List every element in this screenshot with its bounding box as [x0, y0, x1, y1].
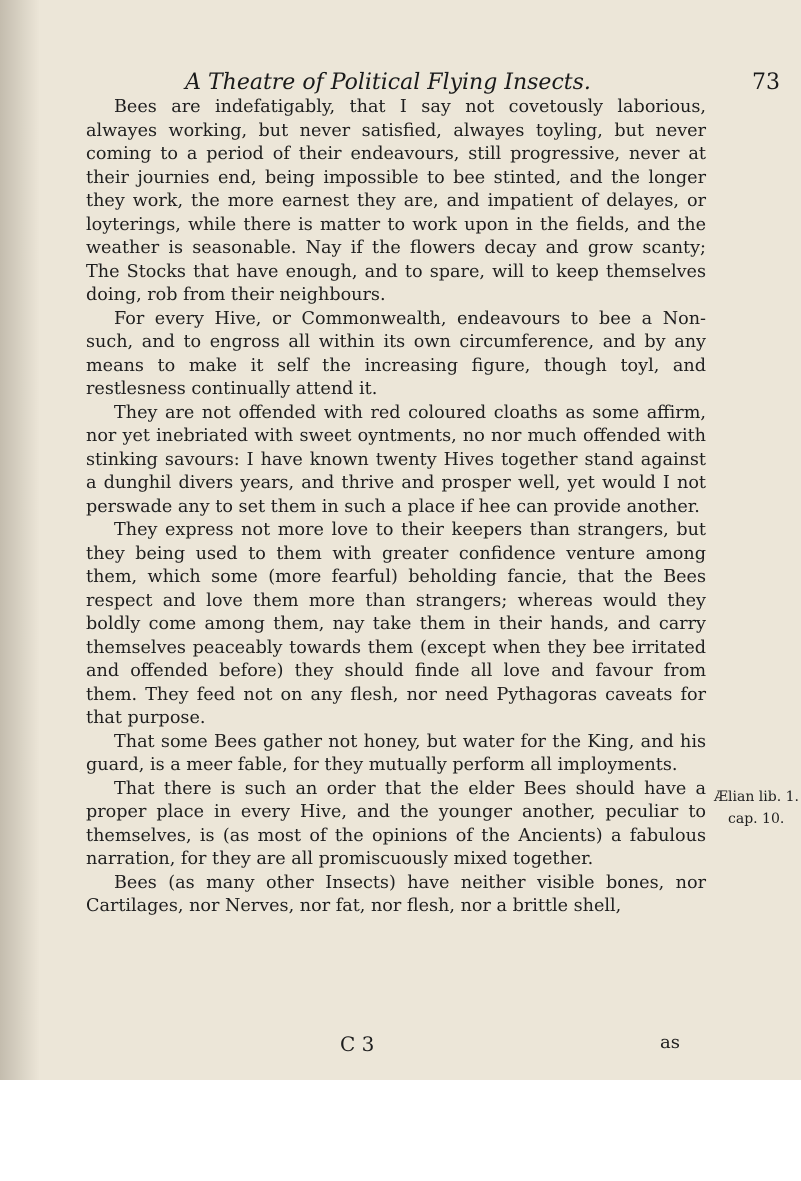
catchword: as — [660, 1032, 680, 1053]
paragraph-6: That there is such an order that the elder Bees should have a proper place in every Hive, and the younger another, peculiar to themselves, is (as most of the opinions of the Ancients) a fabulous narration, for they are all promiscuously mixed together. — [86, 778, 706, 869]
page-number: 73 — [752, 70, 780, 95]
body-text — [86, 96, 706, 919]
paragraph-7: Bees (as many other Insects) have neither visible bones, nor Cartilages, nor Nerves, nor fat, nor flesh, nor a brittle shell, — [86, 872, 706, 916]
margin-note-chapter: cap. 10. — [728, 811, 785, 827]
paragraph-1: Bees are indefatigably, that I say not covetously laborious, alwayes working, but never satisfied, alwayes toyling, but never coming to a period of their endeavours, still progressive, never at their journies end, being impossible to bee stinted, and the longer they work, the more earnest they are, and impatient of delayes, or loyterings, while there is matter to work upon in the fields, and the weather is seasonable. Nay if the flowers decay and grow scanty; The Stocks that have enough, and to spare, will to keep themselves doing, rob from their neighbours. — [86, 97, 706, 305]
margin-note-source: Ælian lib. 1. — [714, 789, 799, 805]
signature-mark: C 3 — [340, 1032, 375, 1056]
paragraph-4: They express not more love to their keepers than strangers, but they being used to them with greater confidence venture among them, which some (more fearful) beholding fancie, that the Bees respect and love them more than strangers; whereas would they boldly come among them, nay take them in their hands, and carry themselves peaceably towards them (except when they bee irritated and offended before) they should finde all love and favour from them. They feed not on any flesh, nor need Pythagoras caveats for that purpose. — [86, 520, 706, 728]
paragraph-3: They are not offended with red coloured cloaths as some affirm, nor yet inebriated with sweet oyntments, no nor much offended with stinking savours: I have known twenty Hives together stand against a dunghil divers years, and thrive and prosper well, yet would I not perswade any to set them in such a place if hee can provide another. — [86, 402, 706, 517]
running-title: A Theatre of Political Flying Insects. — [185, 70, 591, 95]
paragraph-2: For every Hive, or Commonwealth, endeavours to bee a Non-such, and to engross all within its own circumference, and by any means to make it self the increasing figure, though toyl, and restlesness continually attend it. — [86, 308, 706, 399]
paragraph-5: That some Bees gather not honey, but water for the King, and his guard, is a meer fable, for they mutually perform all imployments. — [86, 731, 706, 775]
